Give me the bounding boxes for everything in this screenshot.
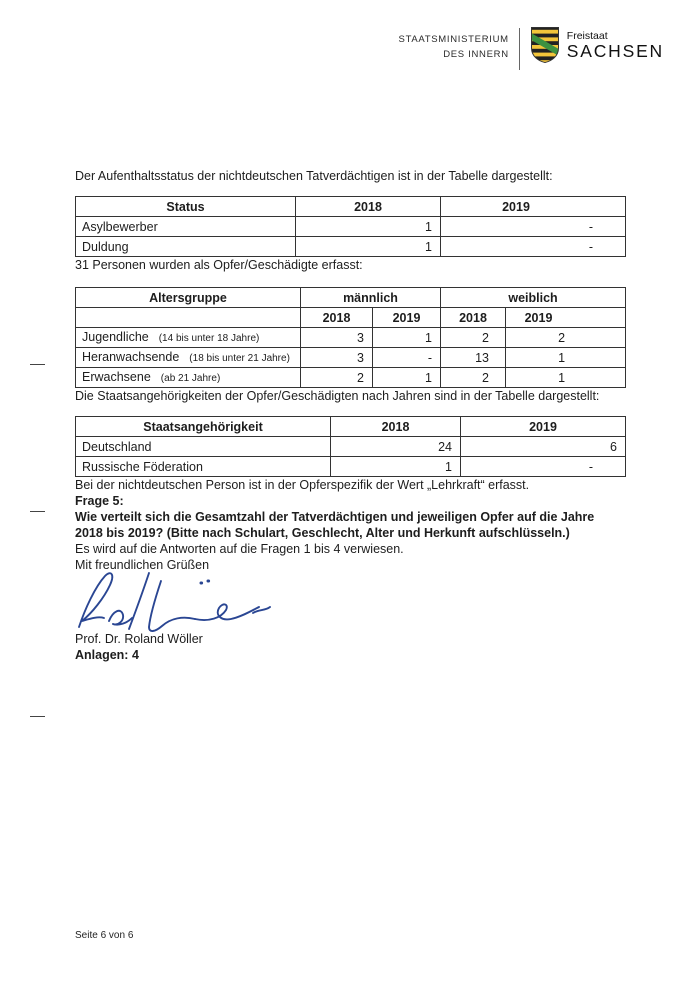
group-header-maennlich: männlich <box>301 288 441 308</box>
attachments-line: Anlagen: 4 <box>75 648 139 662</box>
value-cell: 6 <box>461 437 626 457</box>
table-row <box>76 437 626 457</box>
victims-age-table <box>75 287 626 388</box>
column-header-2018: 2018 <box>296 197 441 217</box>
value-cell: 24 <box>331 437 461 457</box>
age-group-cell <box>76 368 301 388</box>
ministry-line1: STAATSMINISTERIUM <box>398 34 509 45</box>
table-row <box>76 368 626 388</box>
value-cell: 1 <box>331 457 461 477</box>
signatory-name: Prof. Dr. Roland Wöller <box>75 632 203 646</box>
status-cell: Duldung <box>76 237 296 257</box>
value-cell: 1 <box>506 368 626 388</box>
age-group-note: (18 bis unter 21 Jahre) <box>189 352 290 364</box>
nationality-table <box>75 416 626 477</box>
table-row <box>76 217 626 237</box>
residence-status-table <box>75 196 626 257</box>
value-cell: 3 <box>301 328 373 348</box>
fold-mark <box>30 511 45 512</box>
fold-mark <box>30 364 45 365</box>
closing-paragraph: Mit freundlichen Grüßen <box>75 558 210 572</box>
column-header-2018: 2018 <box>331 417 461 437</box>
nationality-paragraph: Die Staatsangehörigkeiten der Opfer/Geschädigten nach Jahren sind in der Tabelle dargestellt: <box>75 389 600 403</box>
fold-mark <box>30 716 45 717</box>
value-cell: 2 <box>301 368 373 388</box>
value-cell: 13 <box>441 348 506 368</box>
table-row <box>76 237 626 257</box>
handwritten-signature <box>65 569 280 635</box>
value-cell: 1 <box>296 217 441 237</box>
ministry-line2: DES INNERN <box>443 48 509 60</box>
age-group-label: Heranwachsende <box>82 349 180 364</box>
value-cell: 2 <box>441 368 506 388</box>
letterhead <box>399 26 664 70</box>
column-header-2019: 2019 <box>461 417 626 437</box>
group-header-weiblich: weiblich <box>441 288 626 308</box>
ministry-name <box>399 26 509 62</box>
lehrkraft-paragraph: Bei der nichtdeutschen Person ist in der Opferspezifik der Wert „Lehrkraft“ erfasst. <box>75 478 530 492</box>
table-row <box>76 457 626 477</box>
header-divider <box>519 28 520 70</box>
age-group-cell <box>76 348 301 368</box>
letter-body <box>75 168 625 663</box>
age-group-cell <box>76 328 301 348</box>
frage5-title: Frage 5: <box>75 494 124 508</box>
column-header-nationality: Staatsangehörigkeit <box>76 417 331 437</box>
age-group-note: (14 bis unter 18 Jahre) <box>158 332 260 344</box>
value-cell: 1 <box>296 237 441 257</box>
intro-paragraph: Der Aufenthaltsstatus der nichtdeutschen Tatverdächtigen ist in der Tabelle dargestellt: <box>75 169 553 183</box>
value-cell: - <box>441 217 626 237</box>
column-header-altersgruppe: Altersgruppe <box>76 288 301 308</box>
value-cell: - <box>441 237 626 257</box>
age-group-note: (ab 21 Jahre) <box>160 372 221 384</box>
empty-header-cell <box>76 308 301 328</box>
nationality-cell: Deutschland <box>76 437 331 457</box>
table-header-row <box>76 197 626 217</box>
age-group-label: Jugendliche <box>82 329 149 344</box>
column-header-status: Status <box>76 197 296 217</box>
table-row <box>76 348 626 368</box>
page-number: Seite 6 von 6 <box>75 930 134 941</box>
sachsen-label: SACHSEN <box>566 41 664 62</box>
age-group-label: Erwachsene <box>82 369 151 384</box>
column-header-2019: 2019 <box>441 197 626 217</box>
value-cell: 1 <box>373 328 441 348</box>
table-row <box>76 328 626 348</box>
year-header: 2019 <box>373 308 441 328</box>
frage5-body: Wie verteilt sich die Gesamtzahl der Tatverdächtigen und jeweiligen Opfer auf die Jahre 2018 bis 2019? (Bitte nach Schulart, Geschlecht, Alter und Herkunft aufschlüsseln.) <box>75 510 595 540</box>
value-cell: 2 <box>506 328 626 348</box>
value-cell: 3 <box>301 348 373 368</box>
year-header: 2018 <box>441 308 506 328</box>
value-cell: - <box>373 348 441 368</box>
value-cell: 2 <box>441 328 506 348</box>
answer-paragraph: Es wird auf die Antworten auf die Fragen 1 bis 4 verwiesen. <box>75 542 404 556</box>
freistaat-label: Freistaat <box>566 30 608 42</box>
value-cell: - <box>461 457 626 477</box>
table-group-header-row <box>76 288 626 308</box>
year-header: 2018 <box>301 308 373 328</box>
table-header-row <box>76 417 626 437</box>
victims-paragraph: 31 Personen wurden als Opfer/Geschädigte erfasst: <box>75 258 363 272</box>
state-wordmark <box>567 26 664 60</box>
saxony-coat-of-arms-icon <box>530 26 560 69</box>
table-year-header-row <box>76 308 626 328</box>
status-cell: Asylbewerber <box>76 217 296 237</box>
nationality-cell: Russische Föderation <box>76 457 331 477</box>
value-cell: 1 <box>506 348 626 368</box>
year-header: 2019 <box>506 308 626 328</box>
value-cell: 1 <box>373 368 441 388</box>
